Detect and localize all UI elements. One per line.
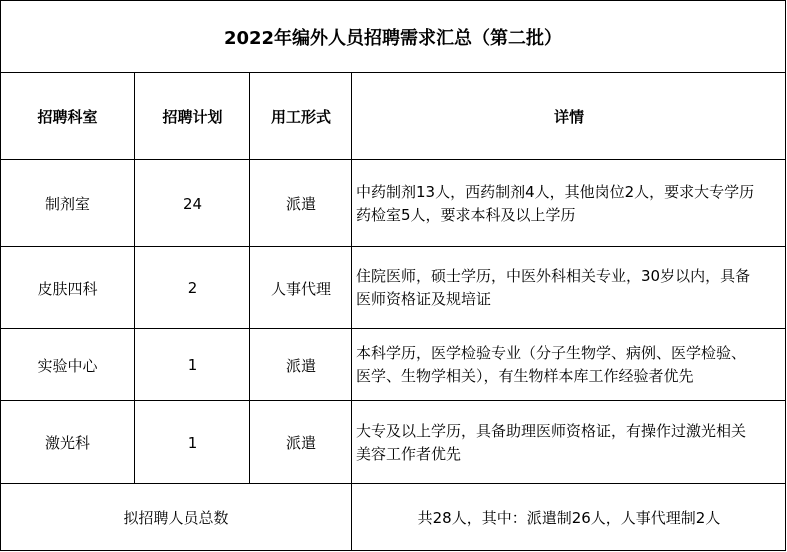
grid-line (0, 550, 786, 551)
grid-line (0, 483, 786, 484)
details-cell (352, 247, 786, 329)
grid-line (249, 72, 250, 484)
details-line: 大专及以上学历，具备助理医师资格证，有操作过激光相关 (356, 421, 747, 440)
grid-line (351, 72, 352, 551)
table-row (0, 247, 786, 329)
employment-type-cell: 派遣 (285, 434, 316, 452)
header-plan: 招聘计划 (162, 108, 223, 126)
plan-cell: 24 (182, 194, 203, 213)
header-details: 详情 (553, 108, 584, 126)
grid-line (134, 72, 135, 484)
plan-cell: 1 (187, 433, 198, 452)
details-line: 美容工作者优先 (356, 444, 462, 463)
summary-label: 拟招聘人员总数 (123, 509, 229, 527)
employment-type-cell: 派遣 (285, 195, 316, 213)
summary-value: 共28人，其中：派遣制26人，人事代理制2人 (417, 509, 721, 527)
grid-line (785, 0, 786, 551)
department-cell: 激光科 (44, 434, 90, 452)
department-cell: 实验中心 (37, 356, 98, 375)
grid-line (0, 159, 786, 160)
grid-line (0, 72, 786, 73)
details-line: 医学、生物学相关），有生物样本库工作经验者优先 (356, 367, 694, 385)
details-line: 中药制剂13人，西药制剂4人，其他岗位2人，要求大专学历 (356, 182, 755, 201)
plan-cell: 2 (187, 279, 198, 297)
header-row (0, 73, 786, 160)
employment-type-cell: 人事代理 (270, 279, 331, 298)
table-row (0, 401, 786, 484)
details-cell (352, 329, 786, 401)
department-cell: 皮肤四科 (37, 279, 98, 298)
employment-type-cell: 派遣 (285, 356, 316, 375)
grid-line (0, 0, 1, 551)
department-cell: 制剂室 (44, 195, 90, 213)
grid-line (0, 328, 786, 329)
header-department: 招聘科室 (37, 108, 98, 126)
grid-line (0, 246, 786, 247)
details-cell (352, 401, 786, 484)
table-row (0, 329, 786, 401)
header-employment-type: 用工形式 (270, 108, 331, 126)
details-line: 住院医师，硕士学历，中医外科相关专业，30岁以内，具备 (356, 267, 751, 285)
details-line: 医师资格证及规培证 (356, 290, 492, 308)
details-line: 药检室5人，要求本科及以上学历 (356, 205, 576, 224)
details-cell (352, 160, 786, 247)
plan-cell: 1 (187, 356, 198, 374)
grid-line (0, 0, 786, 1)
grid-line (0, 400, 786, 401)
table-title: 2022年编外人员招聘需求汇总（第二批） (223, 27, 563, 49)
summary-row (0, 484, 786, 551)
table-row (0, 160, 786, 247)
details-line: 本科学历，医学检验专业（分子生物学、病例、医学检验、 (356, 344, 747, 362)
